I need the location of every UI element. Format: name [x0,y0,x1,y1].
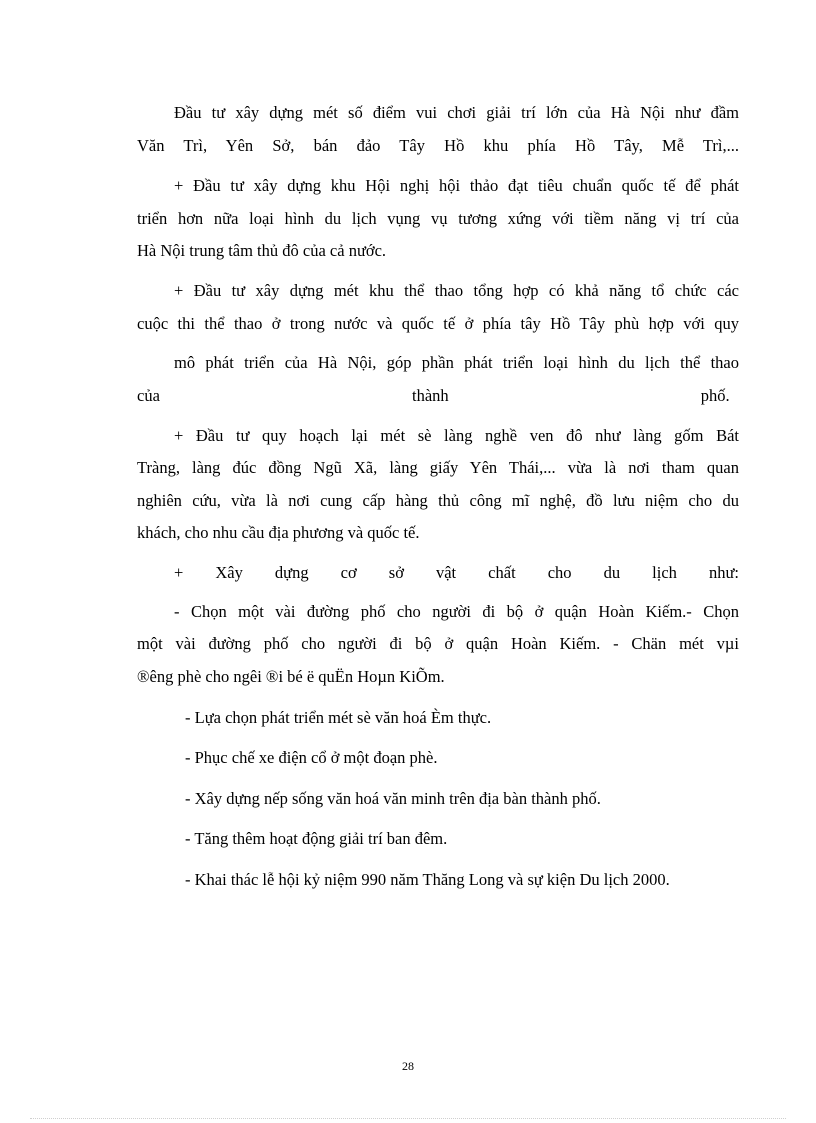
body-line: Tràng, làng đúc đồng Ngũ Xã, làng giấy Yên Thái,... vừa là nơi tham quan [137,458,739,477]
list-item: - Lựa chọn phát triển mét sè văn hoá Èm thực. [185,708,492,727]
body-line: ®êng phè cho ngêi ®i bé ë quËn Hoµn KiÕm. [137,667,445,686]
page-bottom-divider [30,1118,786,1119]
body-line: Hà Nội trung tâm thủ đô của cả nước. [137,241,387,260]
body-line: cuộc thi thể thao ở trong nước và quốc tế ở phía tây Hồ Tây phù hợp với quy [137,314,739,333]
body-line: mô phát triển của Hà Nội, góp phần phát triển loại hình du lịch thể thao [174,353,739,372]
list-item: - Xây dựng nếp sống văn hoá văn minh trên địa bàn thành phố. [185,789,601,808]
body-line: + Xây dựng cơ sở vật chất cho du lịch như: [174,563,739,582]
body-line: của thành phố. [137,386,730,405]
body-line: Đầu tư xây dựng mét số điểm vui chơi giải trí lớn của Hà Nội như đầm [174,103,739,122]
page-number: 28 [402,1059,414,1073]
body-line: Văn Trì, Yên Sở, bán đảo Tây Hồ khu phía Hồ Tây, Mễ Trì,... [137,136,739,155]
body-line: khách, cho nhu cầu địa phương và quốc tế. [137,523,420,542]
list-item: - Phục chế xe điện cổ ở một đoạn phè. [185,748,438,767]
body-line: + Đầu tư xây dựng khu Hội nghị hội thảo đạt tiêu chuẩn quốc tế để phát [174,176,739,195]
body-line: triển hơn nữa loại hình du lịch vụng vụ tương xứng với tiềm năng vị trí của [137,209,739,228]
body-line: - Chọn một vài đường phố cho người đi bộ ở quận Hoàn Kiếm.- Chọn [174,602,739,621]
body-line: nghiên cứu, vừa là nơi cung cấp hàng thủ công mĩ nghệ, đồ lưu niệm cho du [137,491,739,510]
body-line: + Đầu tư xây dựng mét khu thể thao tổng hợp có khả năng tổ chức các [174,281,739,300]
list-item: - Tăng thêm hoạt động giải trí ban đêm. [185,829,448,848]
body-line: + Đầu tư quy hoạch lại mét sè làng nghề ven đô như làng gốm Bát [174,426,739,445]
body-line: một vài đường phố cho người đi bộ ở quận Hoàn Kiếm. - Chän mét vµi [137,634,739,653]
list-item: - Khai thác lễ hội kỷ niệm 990 năm Thăng Long và sự kiện Du lịch 2000. [185,870,670,889]
